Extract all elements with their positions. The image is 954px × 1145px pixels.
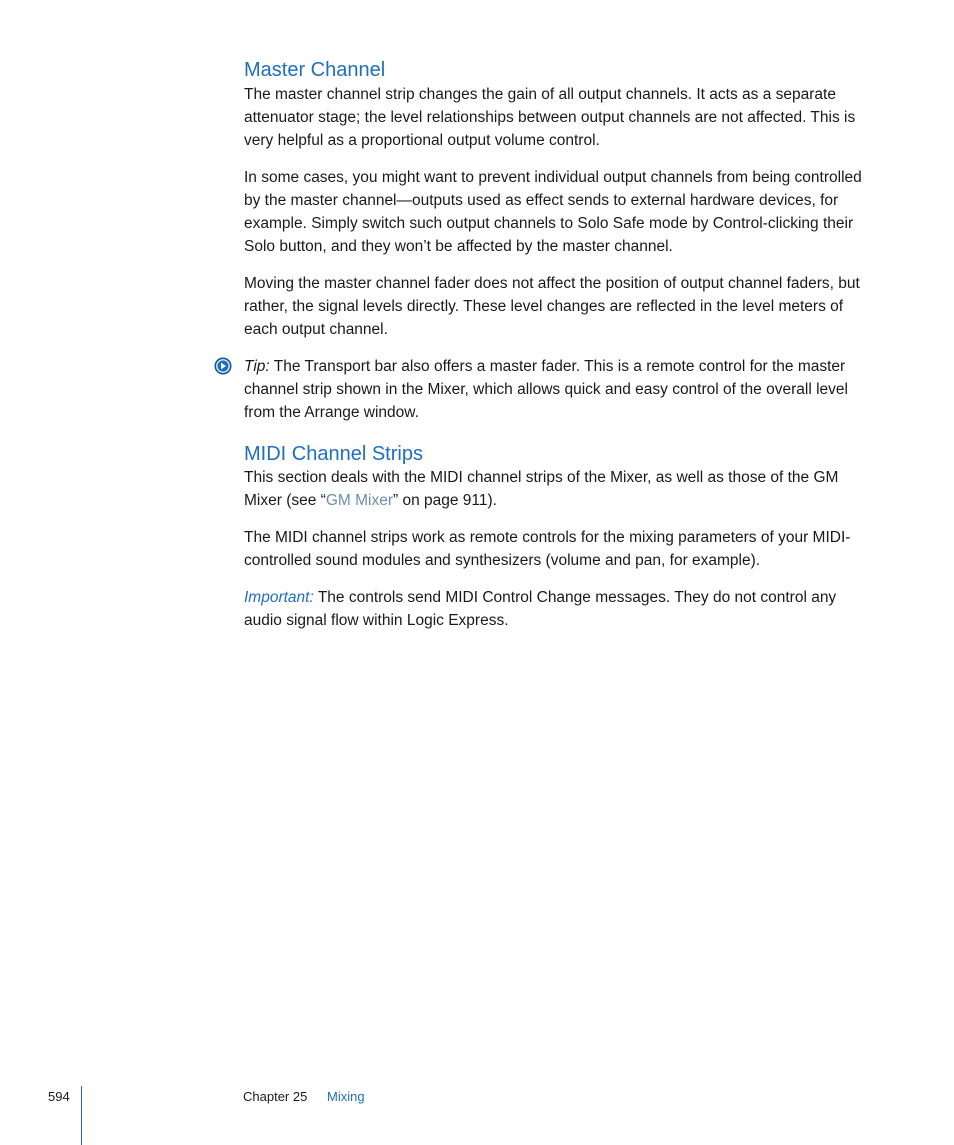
heading-master-channel: Master Channel bbox=[244, 59, 386, 81]
midi-p1-after: ” on page 911). bbox=[393, 492, 497, 509]
tip-label: Tip: bbox=[244, 358, 270, 375]
gm-mixer-link[interactable]: GM Mixer bbox=[325, 492, 393, 509]
footer-section-link[interactable]: Mixing bbox=[327, 1089, 365, 1104]
tip-paragraph bbox=[244, 355, 874, 424]
paragraph-midi-2: The MIDI channel strips work as remote controls for the mixing parameters of your MIDI-controlled sound modules and synthesizers (volume and pan, for example). bbox=[244, 529, 851, 569]
paragraph-master-3: Moving the master channel fader does not affect the position of output channel faders, but rather, the signal levels directly. These level changes are reflected in the level meters of each output channel. bbox=[244, 275, 860, 338]
paragraph-master-1: The master channel strip changes the gain of all output channels. It acts as a separate attenuator stage; the level relationships between output channels are not affected. This is very helpful as a proportional output volume control. bbox=[244, 86, 856, 149]
important-paragraph bbox=[244, 586, 874, 632]
paragraph-midi-1 bbox=[244, 466, 874, 512]
page-number: 594 bbox=[48, 1089, 70, 1104]
important-label: Important: bbox=[244, 589, 314, 606]
footer-chapter: Chapter 25 bbox=[243, 1089, 308, 1104]
heading-midi-channel-strips: MIDI Channel Strips bbox=[244, 443, 423, 465]
midi-p1-before: This section deals with the MIDI channel strips of the Mixer, as well as those of the GM Mixer (see “ bbox=[244, 469, 839, 509]
important-text: The controls send MIDI Control Change messages. They do not control any audio signal flow within Logic Express. bbox=[244, 589, 837, 629]
footer-divider bbox=[81, 1086, 82, 1145]
paragraph-master-2: In some cases, you might want to prevent individual output channels from being controlled by the master channel—outputs used as effect sends to external hardware devices, for example. Simply switch such output channels to Solo Safe mode by Control-clicking their Solo button, and they won’t be affected by the master channel. bbox=[244, 169, 862, 255]
play-arrow-circle-icon bbox=[214, 357, 232, 375]
tip-text: The Transport bar also offers a master fader. This is a remote control for the master channel strip shown in the Mixer, which allows quick and easy control of the overall level from the Arrange window. bbox=[244, 358, 848, 421]
